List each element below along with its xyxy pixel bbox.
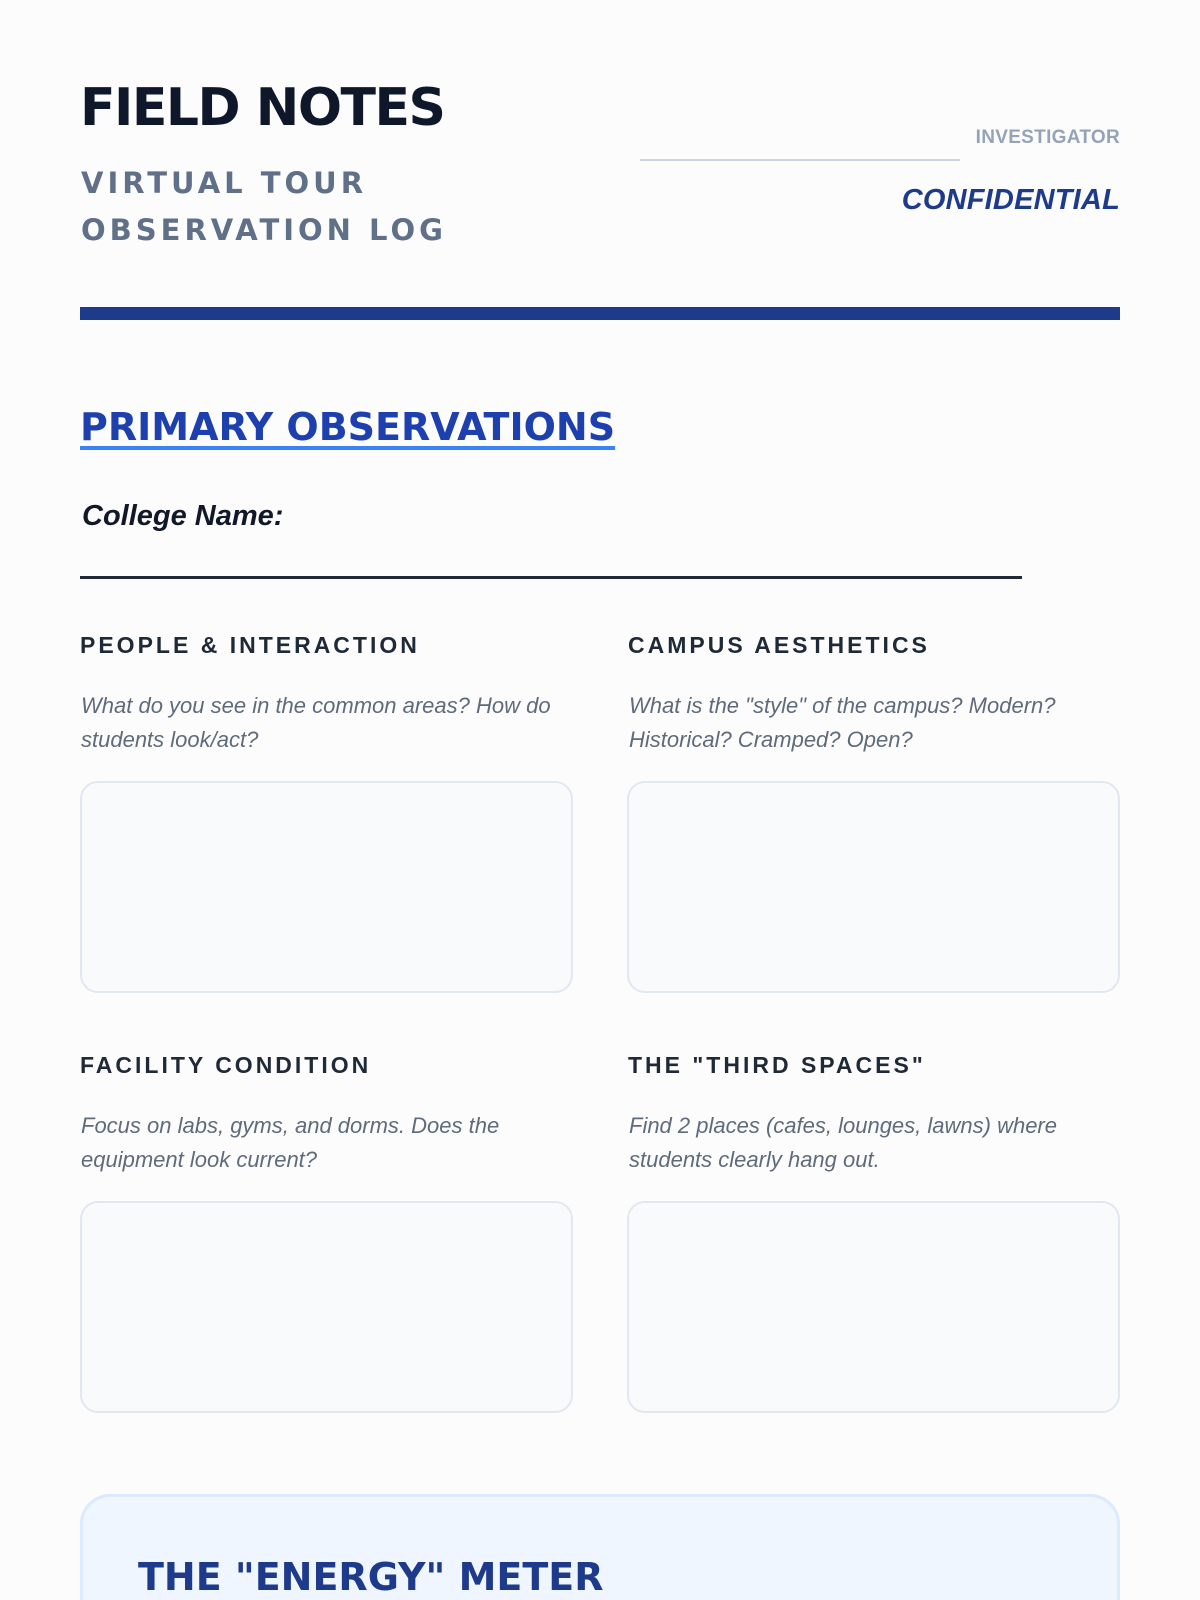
document-subtitle-line-2: OBSERVATION LOG xyxy=(81,213,447,247)
investigator-signature-line[interactable] xyxy=(640,159,960,161)
document-title: FIELD NOTES xyxy=(80,78,445,138)
block-heading-facility-condition: FACILITY CONDITION xyxy=(80,1052,372,1078)
block-prompt-third-spaces: Find 2 places (cafes, lounges, lawns) where students clearly hang out. xyxy=(629,1113,1057,1172)
confidential-stamp: CONFIDENTIAL xyxy=(901,184,1120,216)
block-prompt-people-interaction: What do you see in the common areas? How do students look/act? xyxy=(81,693,551,752)
note-box-facility-condition[interactable] xyxy=(80,1201,573,1413)
block-heading-campus-aesthetics: CAMPUS AESTHETICS xyxy=(628,632,930,658)
investigator-label: INVESTIGATOR xyxy=(975,127,1120,148)
block-prompt-campus-aesthetics: What is the "style" of the campus? Modern? Historical? Cramped? Open? xyxy=(629,693,1056,752)
college-name-field[interactable] xyxy=(80,576,1022,579)
note-box-campus-aesthetics[interactable] xyxy=(627,781,1120,993)
block-heading-third-spaces: THE "THIRD SPACES" xyxy=(628,1052,926,1078)
document-subtitle-line-1: VIRTUAL TOUR xyxy=(81,166,368,200)
block-heading-people-interaction: PEOPLE & INTERACTION xyxy=(80,632,420,658)
section-title-primary-observations: PRIMARY OBSERVATIONS xyxy=(80,405,616,449)
college-name-label: College Name: xyxy=(82,500,284,532)
note-box-people-interaction[interactable] xyxy=(80,781,573,993)
header-divider xyxy=(80,307,1120,320)
note-box-third-spaces[interactable] xyxy=(627,1201,1120,1413)
block-prompt-facility-condition: Focus on labs, gyms, and dorms. Does the equipment look current? xyxy=(81,1113,500,1172)
energy-meter-card xyxy=(80,1494,1120,1600)
energy-meter-title: THE "ENERGY" METER xyxy=(138,1555,604,1599)
